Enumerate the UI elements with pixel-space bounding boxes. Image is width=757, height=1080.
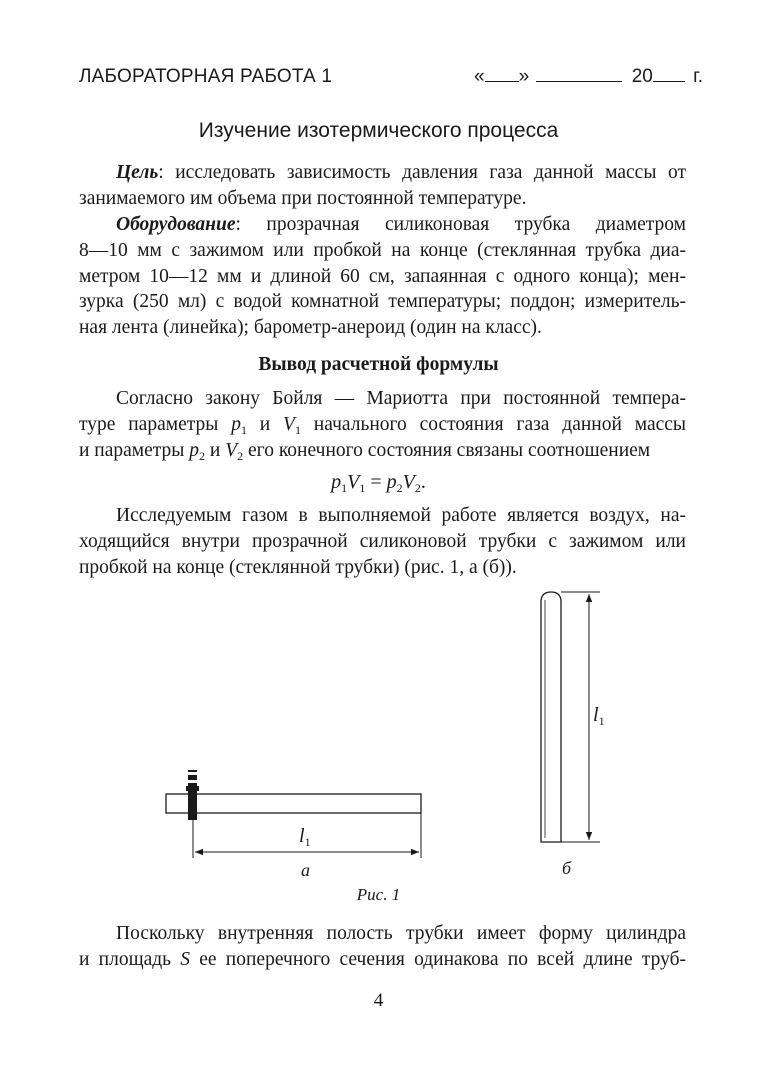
equipment-line: 8—10 мм с зажимом или пробкой на конце (стеклянная трубка диа- [79,239,686,261]
equipment-label: Оборудование [116,214,236,235]
boyle-paragraph [79,386,686,463]
day-blank [485,67,519,82]
goal-line: Цель: исследовать зависимость давления газа данной массы от [116,162,686,183]
boyle-formula: $p_1V_1 = p_2V_2$. [331,471,426,495]
investigated-line: Исследуемым газом в выполняемой работе является воздух, на- [116,505,686,526]
page-number: 4 [373,990,384,1011]
figure-caption: Рис. 1 [356,885,401,904]
equipment-line: зурка (250 мл) с водой комнатной температуры; поддон; измеритель- [79,291,686,313]
investigated-paragraph [79,503,686,580]
investigated-line: ходящийся внутри прозрачной силиконовой трубки с зажимом или [79,530,686,552]
boyle-line: Согласно закону Бойля — Мариотта при постоянной темпера- [116,388,686,409]
investigated-line: пробкой на конце (стеклянной трубки) (рис. 1, а (б)). [79,556,517,578]
label-l1-horizontal: $l_1$ [299,825,311,849]
label-l1-vertical: $l_1$ [593,704,605,728]
label-a: а [301,860,310,880]
date-quote-close: » [518,66,530,87]
month-blank [536,67,622,82]
equipment-line: метром 10—12 мм и длиной 60 см, запаянная с одного конца); мен- [79,265,686,287]
closing-line: Поскольку внутренняя полость трубки имеет форму цилиндра [116,923,686,944]
running-header: ЛАБОРАТОРНАЯ РАБОТА 1 [79,66,333,87]
goal-line: занимаемого им объема при постоянной температуре. [79,187,527,209]
label-b: б [562,858,572,878]
lab-title: Изучение изотермического процесса [198,119,559,142]
equipment-paragraph [79,212,686,341]
boyle-line: туре параметры $p_1$ и $V_1$ начального состояния газа данной массы [79,413,687,437]
year-blank [653,67,685,82]
equipment-line: Оборудование: прозрачная силиконовая трубка диаметром [116,214,686,235]
tube-vertical [541,592,561,842]
equipment-line: ная лента (линейка); барометр-анероид (один на класс). [79,317,542,339]
date-field [474,66,703,88]
figure-1 [0,580,757,880]
section-heading: Вывод расчетной формулы [258,354,499,375]
closing-paragraph [79,921,686,973]
closing-line: и площадь S ее поперечного сечения одинакова по всей длине труб- [79,948,687,970]
date-quote-open: « [474,66,485,87]
year-suffix: г. [693,66,704,87]
boyle-line: и параметры $p_2$ и $V_2$ его конечного состояния связаны соотношением [79,439,651,463]
goal-label: Цель [116,162,159,183]
goal-paragraph [79,160,686,212]
year-prefix: 20 [631,66,653,87]
tube-horizontal [166,794,421,813]
